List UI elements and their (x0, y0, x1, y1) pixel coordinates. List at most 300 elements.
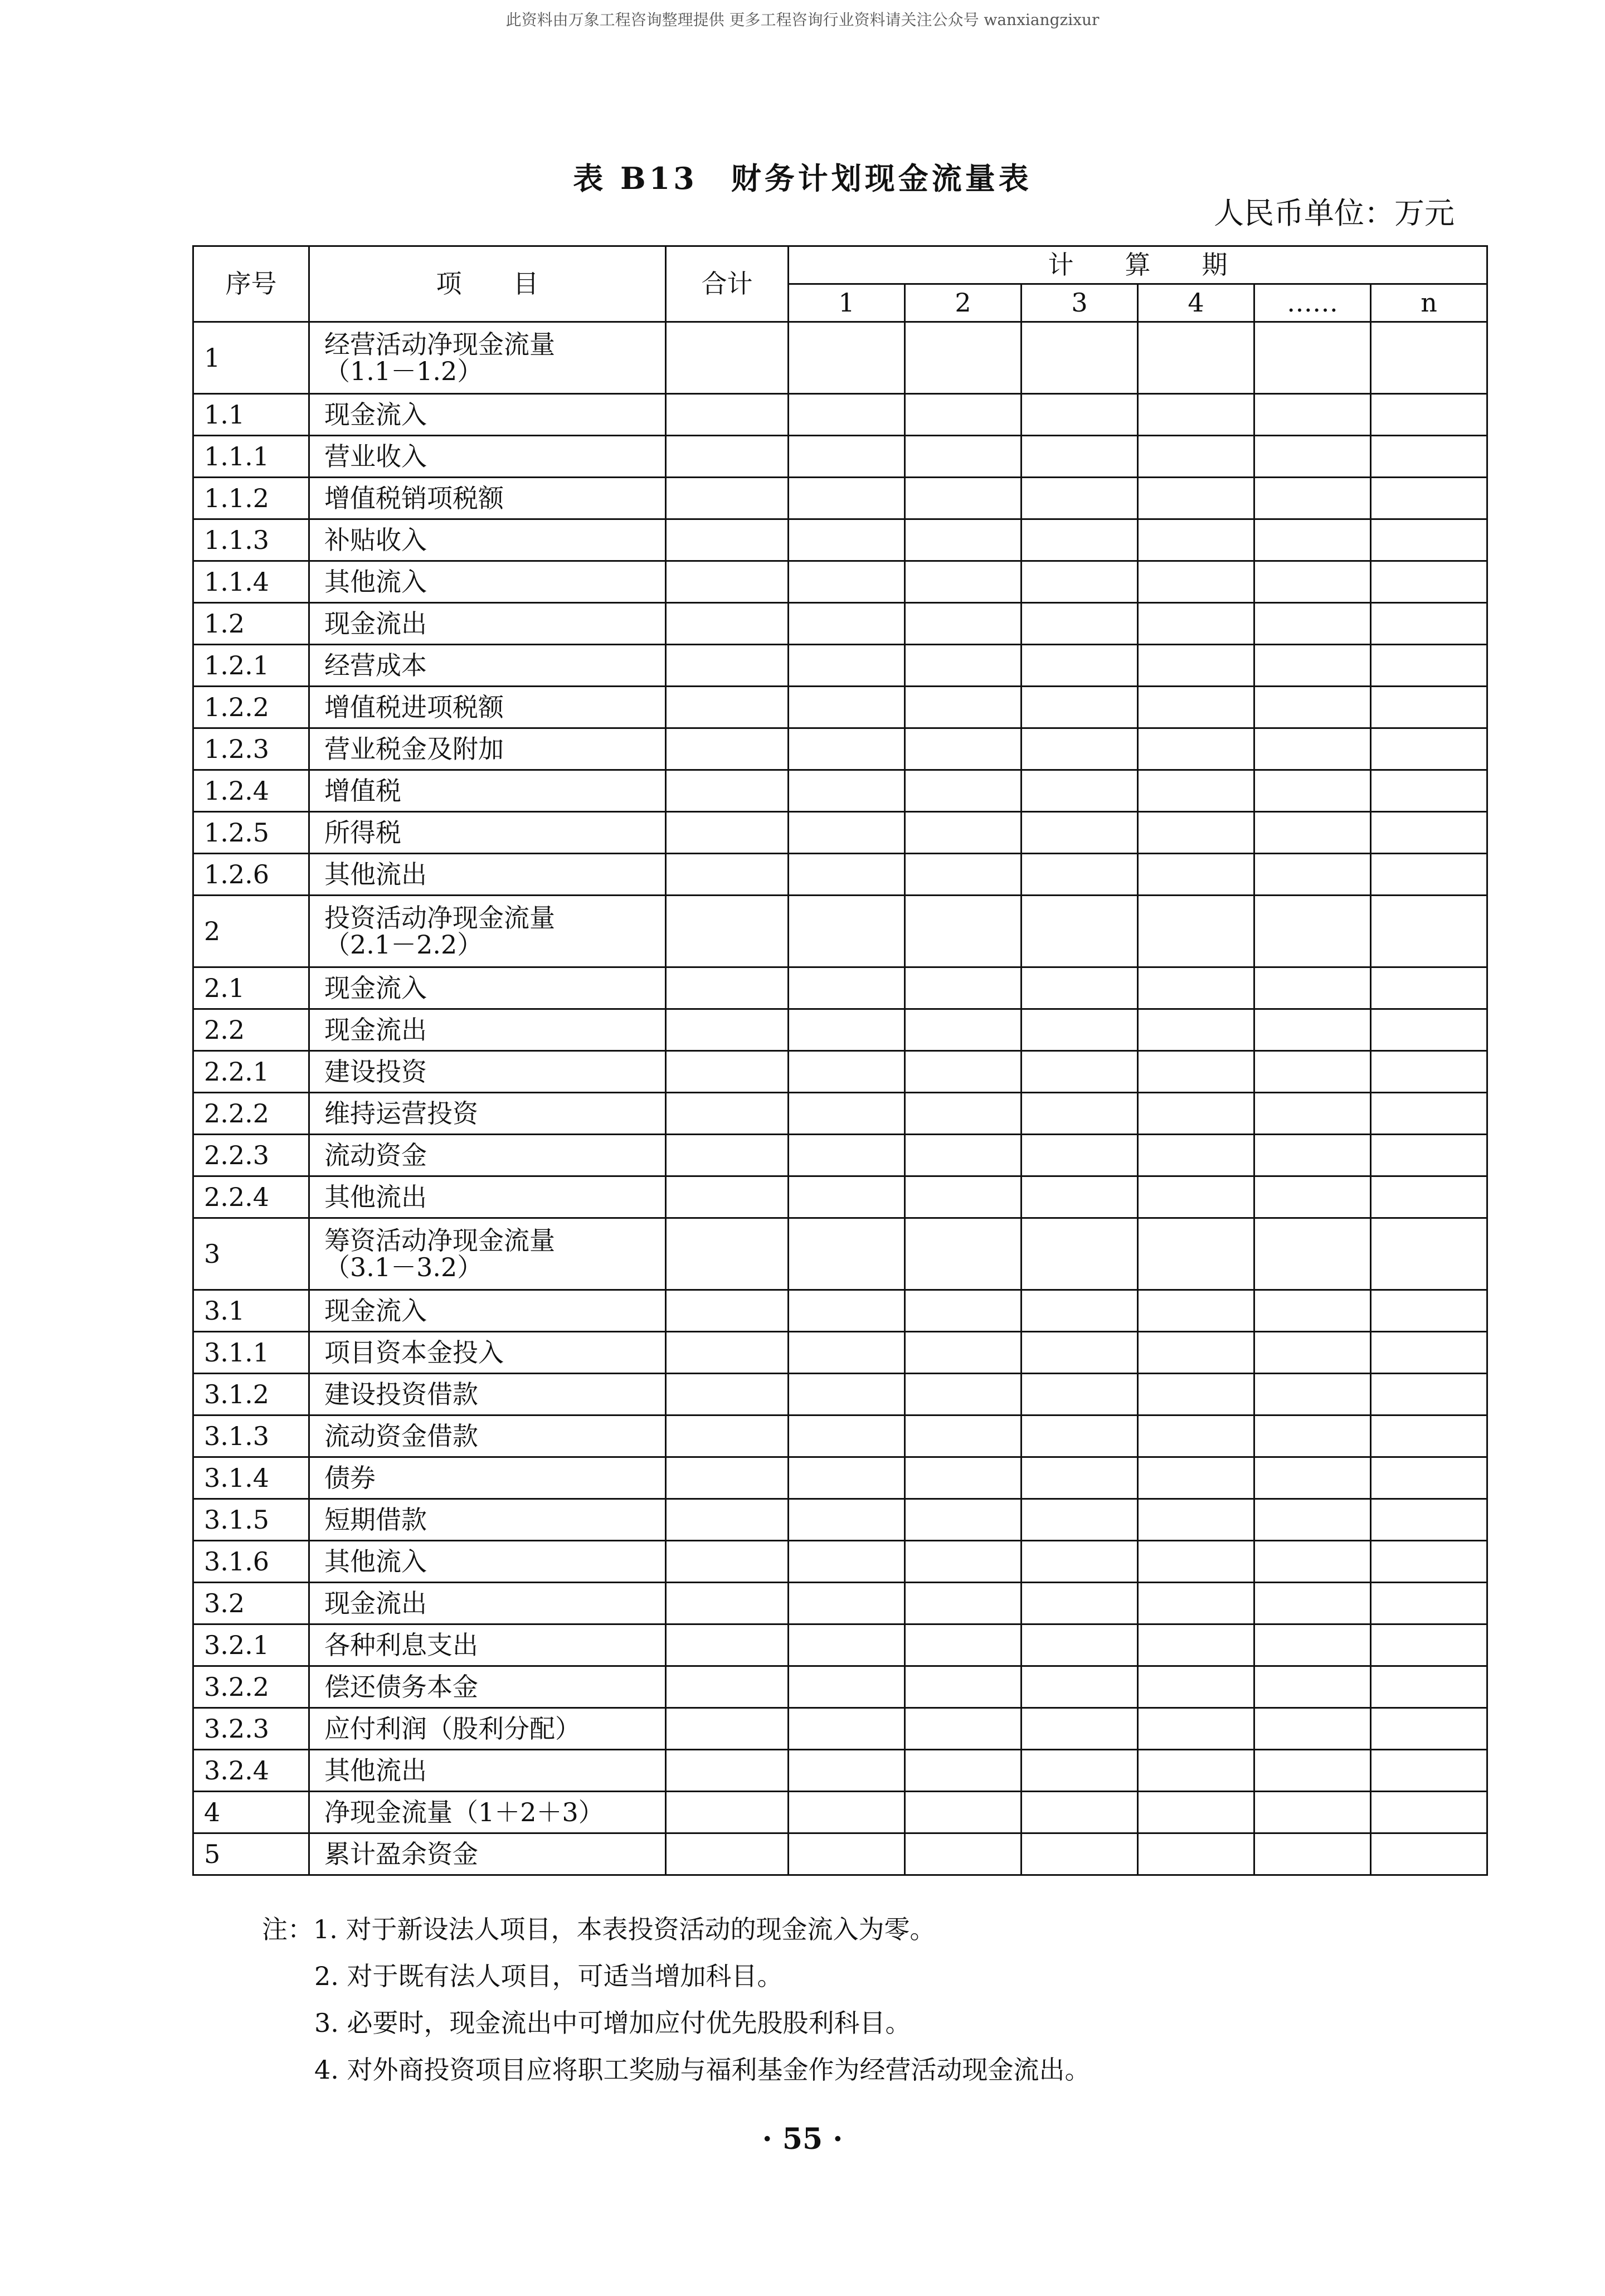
row-item (309, 687, 666, 728)
row-period-cell (905, 812, 1022, 854)
row-seq: 3.2.4 (193, 1750, 309, 1792)
row-period-cell (1254, 896, 1371, 967)
note-1: 注：1. 对于新设法人项目，本表投资活动的现金流入为零。 (262, 1914, 936, 1944)
row-period-cell (789, 1176, 905, 1218)
row-seq: 3.2.1 (193, 1624, 309, 1666)
row-period-cell (1022, 436, 1138, 478)
row-period-cell (1138, 1708, 1254, 1750)
row-item-label: 各种利息支出 (324, 1629, 478, 1660)
row-period-cell (905, 322, 1022, 394)
row-period-cell (1022, 1457, 1138, 1499)
row-period-cell (1254, 728, 1371, 770)
row-period-cell (905, 770, 1022, 812)
row-period-cell (1254, 1541, 1371, 1583)
note-3: 3. 必要时，现金流出中可增加应付优先股股利科目。 (314, 2008, 911, 2038)
row-item-label: 现金流出 (324, 1014, 427, 1045)
row-period-cell (1371, 1708, 1487, 1750)
row-period-cell (1254, 1708, 1371, 1750)
row-item-label: 投资活动净现金流量 (324, 902, 555, 933)
row-total-cell (666, 1374, 789, 1415)
row-period-cell (1254, 603, 1371, 645)
row-period-cell (1254, 812, 1371, 854)
currency-unit: 人民币单位：万元 (1214, 196, 1455, 231)
row-period-cell (1371, 1093, 1487, 1135)
header-period-2: 2 (905, 284, 1022, 322)
row-period-cell (1371, 561, 1487, 603)
table-row (193, 1332, 1487, 1374)
row-item-label: 其他流入 (324, 566, 427, 597)
header-seq: 序号 (193, 246, 309, 322)
row-period-cell (1371, 1750, 1487, 1792)
row-period-cell (1371, 1457, 1487, 1499)
row-period-cell (1138, 812, 1254, 854)
row-period-cell (1138, 478, 1254, 519)
row-period-cell (1254, 1833, 1371, 1875)
row-total-cell (666, 645, 789, 687)
row-item (309, 478, 666, 519)
row-item-formula: （3.1－3.2） (324, 1252, 483, 1282)
table-row (193, 1792, 1487, 1833)
row-period-cell (1138, 1792, 1254, 1833)
row-period-cell (1138, 1135, 1254, 1176)
row-period-cell (1371, 1176, 1487, 1218)
row-period-cell (789, 1332, 905, 1374)
row-seq: 1.2.1 (193, 645, 309, 687)
row-total-cell (666, 1541, 789, 1583)
row-total-cell (666, 812, 789, 854)
row-period-cell (1371, 436, 1487, 478)
row-period-cell (905, 1051, 1022, 1093)
row-period-cell (1138, 1583, 1254, 1624)
row-period-cell (905, 1009, 1022, 1051)
row-period-cell (1371, 519, 1487, 561)
row-period-cell (1138, 322, 1254, 394)
row-item-label: 维持运营投资 (324, 1098, 478, 1128)
row-total-cell (666, 1750, 789, 1792)
row-period-cell (1371, 1009, 1487, 1051)
row-period-cell (1138, 1176, 1254, 1218)
row-period-cell (789, 1792, 905, 1833)
row-period-cell (1138, 770, 1254, 812)
row-period-cell (1022, 1093, 1138, 1135)
row-seq: 3.2.2 (193, 1666, 309, 1708)
row-period-cell (1022, 1009, 1138, 1051)
row-total-cell (666, 1792, 789, 1833)
row-period-cell (1254, 478, 1371, 519)
row-period-cell (1371, 1666, 1487, 1708)
row-item (309, 854, 666, 896)
row-item-label: 流动资金借款 (324, 1421, 478, 1451)
row-period-cell (905, 1457, 1022, 1499)
row-period-cell (1371, 896, 1487, 967)
row-period-cell (905, 1176, 1022, 1218)
row-period-cell (1022, 967, 1138, 1009)
row-item-label: 现金流入 (324, 972, 427, 1003)
row-period-cell (789, 1833, 905, 1875)
row-seq: 3.1.1 (193, 1332, 309, 1374)
row-item (309, 1792, 666, 1833)
row-period-cell (1371, 1624, 1487, 1666)
row-period-cell (905, 1666, 1022, 1708)
row-item (309, 1415, 666, 1457)
row-seq: 3.2.3 (193, 1708, 309, 1750)
row-total-cell (666, 1708, 789, 1750)
table-row (193, 1374, 1487, 1415)
row-item-label: 流动资金 (324, 1140, 427, 1170)
row-period-cell (1138, 1666, 1254, 1708)
row-item (309, 1833, 666, 1875)
row-period-cell (1371, 603, 1487, 645)
table-row (193, 1624, 1487, 1666)
row-period-cell (905, 1541, 1022, 1583)
row-total-cell (666, 1290, 789, 1332)
table-row (193, 812, 1487, 854)
row-period-cell (1022, 812, 1138, 854)
row-item (309, 519, 666, 561)
row-period-cell (1138, 967, 1254, 1009)
table-row (193, 728, 1487, 770)
row-period-cell (1254, 1792, 1371, 1833)
row-item-label: 建设投资 (324, 1056, 427, 1087)
table-row (193, 1833, 1487, 1875)
row-period-cell (789, 1457, 905, 1499)
row-period-cell (789, 854, 905, 896)
table-row (193, 1135, 1487, 1176)
row-period-cell (1022, 728, 1138, 770)
row-period-cell (1138, 1833, 1254, 1875)
table-row (193, 322, 1487, 394)
row-period-cell (905, 1708, 1022, 1750)
row-period-cell (1254, 561, 1371, 603)
row-period-cell (789, 896, 905, 967)
table-row (193, 645, 1487, 687)
row-period-cell (1371, 1135, 1487, 1176)
row-period-cell (1371, 478, 1487, 519)
row-total-cell (666, 1218, 789, 1290)
row-item-label: 增值税 (324, 775, 401, 806)
table-row (193, 1051, 1487, 1093)
row-period-cell (1138, 687, 1254, 728)
row-period-cell (1371, 1218, 1487, 1290)
row-item (309, 394, 666, 436)
row-period-cell (1371, 812, 1487, 854)
row-seq: 5 (193, 1833, 309, 1875)
row-period-cell (1022, 1332, 1138, 1374)
row-item (309, 1624, 666, 1666)
row-total-cell (666, 1009, 789, 1051)
row-seq: 1.1.4 (193, 561, 309, 603)
row-period-cell (1254, 967, 1371, 1009)
row-period-cell (1022, 1666, 1138, 1708)
row-total-cell (666, 436, 789, 478)
row-period-cell (1022, 603, 1138, 645)
table-row (193, 561, 1487, 603)
row-total-cell (666, 687, 789, 728)
row-period-cell (789, 561, 905, 603)
row-item-formula: （1.1－1.2） (324, 356, 483, 386)
table-row (193, 1176, 1487, 1218)
row-period-cell (789, 1624, 905, 1666)
row-period-cell (789, 770, 905, 812)
header-period-4: 4 (1138, 284, 1254, 322)
row-seq: 2.2.4 (193, 1176, 309, 1218)
row-period-cell (1022, 770, 1138, 812)
row-period-cell (1022, 1833, 1138, 1875)
row-period-cell (789, 1290, 905, 1332)
row-item-label: 补贴收入 (324, 524, 427, 555)
header-total: 合计 (666, 246, 789, 322)
row-item-label: 累计盈余资金 (324, 1838, 478, 1869)
row-item-label: 项目资本金投入 (324, 1337, 504, 1368)
row-item-formula: （2.1－2.2） (324, 930, 483, 960)
row-item-label: 净现金流量（1＋2＋3） (324, 1797, 604, 1827)
row-seq: 3.1.3 (193, 1415, 309, 1457)
row-seq: 1 (193, 322, 309, 394)
header-period-n: n (1371, 284, 1487, 322)
row-period-cell (1371, 1583, 1487, 1624)
row-total-cell (666, 1833, 789, 1875)
row-period-cell (1138, 1499, 1254, 1541)
row-period-cell (905, 1624, 1022, 1666)
row-period-cell (1254, 519, 1371, 561)
table-row (193, 1009, 1487, 1051)
row-item-label: 筹资活动净现金流量 (324, 1225, 555, 1256)
row-item-label: 营业收入 (324, 441, 427, 471)
row-item (309, 645, 666, 687)
row-seq: 3.1.6 (193, 1541, 309, 1583)
table-row (193, 1415, 1487, 1457)
row-period-cell (1022, 561, 1138, 603)
row-period-cell (1138, 1051, 1254, 1093)
row-period-cell (1138, 645, 1254, 687)
row-total-cell (666, 1176, 789, 1218)
row-period-cell (1254, 322, 1371, 394)
row-period-cell (1254, 1009, 1371, 1051)
row-period-cell (789, 1051, 905, 1093)
row-period-cell (1371, 1499, 1487, 1541)
row-item-label: 增值税销项税额 (324, 483, 504, 513)
row-item (309, 603, 666, 645)
table-row (193, 1218, 1487, 1290)
row-period-cell (1371, 1374, 1487, 1415)
row-period-cell (789, 1666, 905, 1708)
row-period-cell (789, 1218, 905, 1290)
row-period-cell (1371, 1290, 1487, 1332)
row-item-label: 债券 (324, 1462, 376, 1493)
row-total-cell (666, 1499, 789, 1541)
table-row (193, 687, 1487, 728)
row-period-cell (1254, 1176, 1371, 1218)
row-item (309, 967, 666, 1009)
row-item (309, 1374, 666, 1415)
row-period-cell (1022, 1750, 1138, 1792)
row-seq: 1.2.6 (193, 854, 309, 896)
row-seq: 1.2 (193, 603, 309, 645)
row-seq: 1.1.1 (193, 436, 309, 478)
row-seq: 1.1.3 (193, 519, 309, 561)
row-period-cell (905, 1792, 1022, 1833)
row-period-cell (1022, 1583, 1138, 1624)
row-period-cell (1371, 1051, 1487, 1093)
notes (262, 1906, 1091, 2093)
row-period-cell (1022, 687, 1138, 728)
row-period-cell (1138, 1332, 1254, 1374)
row-period-cell (1371, 854, 1487, 896)
row-item-label: 现金流入 (324, 399, 427, 430)
row-total-cell (666, 1135, 789, 1176)
row-period-cell (1254, 854, 1371, 896)
row-period-cell (1254, 1499, 1371, 1541)
row-period-cell (905, 603, 1022, 645)
row-period-cell (1138, 394, 1254, 436)
row-seq: 1.2.5 (193, 812, 309, 854)
row-period-cell (1022, 645, 1138, 687)
row-seq: 3.1.5 (193, 1499, 309, 1541)
row-period-cell (905, 1332, 1022, 1374)
row-period-cell (905, 478, 1022, 519)
table-row (193, 1666, 1487, 1708)
row-period-cell (789, 1415, 905, 1457)
row-period-cell (789, 1135, 905, 1176)
row-period-cell (1254, 1583, 1371, 1624)
row-item (309, 1009, 666, 1051)
row-period-cell (1138, 1541, 1254, 1583)
row-period-cell (789, 645, 905, 687)
row-period-cell (905, 1374, 1022, 1415)
table-row (193, 478, 1487, 519)
row-period-cell (1254, 1624, 1371, 1666)
row-seq: 3.2 (193, 1583, 309, 1624)
row-period-cell (789, 394, 905, 436)
row-period-cell (1371, 1541, 1487, 1583)
row-period-cell (1371, 322, 1487, 394)
row-period-cell (1022, 1374, 1138, 1415)
row-period-cell (905, 519, 1022, 561)
table-row (193, 394, 1487, 436)
row-period-cell (905, 1499, 1022, 1541)
table-row (193, 967, 1487, 1009)
row-seq: 3.1.4 (193, 1457, 309, 1499)
row-period-cell (1138, 436, 1254, 478)
row-period-cell (789, 687, 905, 728)
row-seq: 2.2.2 (193, 1093, 309, 1135)
row-period-cell (1022, 896, 1138, 967)
row-period-cell (789, 1583, 905, 1624)
row-period-cell (1138, 1009, 1254, 1051)
row-period-cell (1022, 519, 1138, 561)
row-period-cell (1138, 1624, 1254, 1666)
row-period-cell (1022, 854, 1138, 896)
row-period-cell (1254, 1051, 1371, 1093)
row-item (309, 1499, 666, 1541)
row-total-cell (666, 322, 789, 394)
row-period-cell (789, 1009, 905, 1051)
row-item (309, 561, 666, 603)
row-seq: 3 (193, 1218, 309, 1290)
row-period-cell (1254, 1374, 1371, 1415)
row-period-cell (789, 1374, 905, 1415)
row-period-cell (1022, 1708, 1138, 1750)
row-seq: 1.1.2 (193, 478, 309, 519)
row-total-cell (666, 603, 789, 645)
row-item (309, 770, 666, 812)
table-row (193, 519, 1487, 561)
row-total-cell (666, 1666, 789, 1708)
row-period-cell (1254, 1093, 1371, 1135)
row-period-cell (1254, 687, 1371, 728)
row-period-cell (1254, 1666, 1371, 1708)
row-item (309, 1290, 666, 1332)
row-seq: 3.1.2 (193, 1374, 309, 1415)
row-total-cell (666, 1415, 789, 1457)
table-row (193, 1499, 1487, 1541)
row-item (309, 1051, 666, 1093)
row-period-cell (1022, 1415, 1138, 1457)
row-total-cell (666, 1093, 789, 1135)
row-item-label: 其他流入 (324, 1546, 427, 1577)
row-period-cell (1138, 603, 1254, 645)
table-row (193, 896, 1487, 967)
row-period-cell (1022, 1135, 1138, 1176)
row-period-cell (1022, 478, 1138, 519)
row-item (309, 1457, 666, 1499)
row-period-cell (905, 854, 1022, 896)
table-title: 表 B13 财务计划现金流量表 (573, 160, 1032, 196)
row-period-cell (789, 812, 905, 854)
row-period-cell (1022, 1499, 1138, 1541)
row-period-cell (1371, 967, 1487, 1009)
row-period-cell (789, 322, 905, 394)
row-item-label: 应付利润（股利分配） (324, 1713, 581, 1744)
row-item (309, 1750, 666, 1792)
row-seq: 1.2.2 (193, 687, 309, 728)
row-period-cell (1254, 436, 1371, 478)
row-total-cell (666, 1332, 789, 1374)
row-item-label: 现金流出 (324, 1588, 427, 1618)
row-period-cell (905, 687, 1022, 728)
row-period-cell (905, 1093, 1022, 1135)
row-item-label: 所得税 (324, 817, 401, 848)
row-period-cell (1371, 1415, 1487, 1457)
row-period-cell (1138, 1218, 1254, 1290)
row-period-cell (1138, 1093, 1254, 1135)
row-seq: 1.2.4 (193, 770, 309, 812)
row-period-cell (1138, 728, 1254, 770)
row-total-cell (666, 1583, 789, 1624)
row-item (309, 812, 666, 854)
row-period-cell (1022, 1541, 1138, 1583)
row-period-cell (789, 1499, 905, 1541)
table-row (193, 854, 1487, 896)
table-body (193, 322, 1487, 1875)
row-total-cell (666, 854, 789, 896)
row-item (309, 728, 666, 770)
row-period-cell (789, 1541, 905, 1583)
row-total-cell (666, 896, 789, 967)
table-row (193, 770, 1487, 812)
row-period-cell (1022, 1218, 1138, 1290)
row-period-cell (1254, 1332, 1371, 1374)
row-item-label: 短期借款 (324, 1504, 427, 1535)
row-seq: 4 (193, 1792, 309, 1833)
row-period-cell (1022, 1290, 1138, 1332)
row-item (309, 896, 666, 967)
row-period-cell (905, 896, 1022, 967)
row-period-cell (905, 967, 1022, 1009)
row-seq: 2.2.3 (193, 1135, 309, 1176)
row-item (309, 1541, 666, 1583)
row-period-cell (1254, 1415, 1371, 1457)
